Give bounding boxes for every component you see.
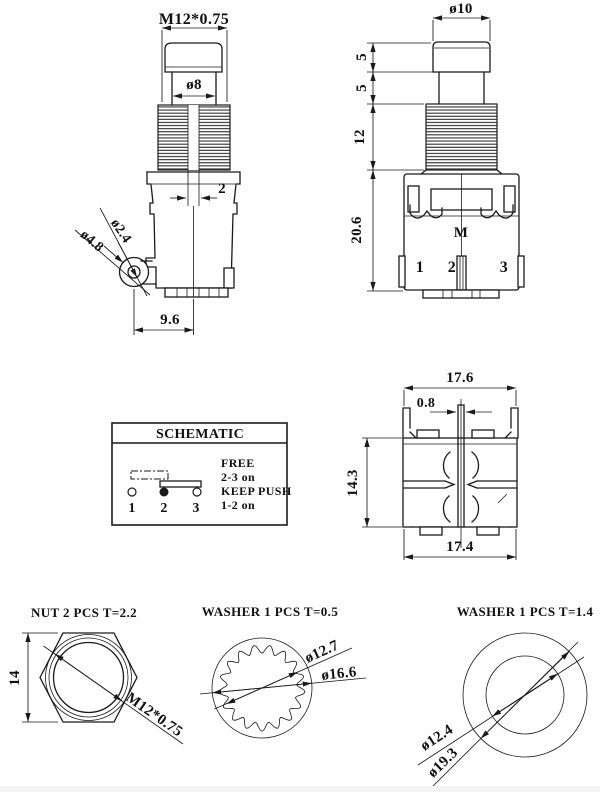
- contact-dot-2: [160, 488, 169, 497]
- schematic-box: [112, 423, 292, 525]
- prong-left: [403, 408, 410, 438]
- flat-washer-view: [418, 604, 593, 790]
- star-inner-arrow-2: [226, 688, 262, 704]
- height-label: 14.3: [345, 469, 361, 497]
- state-free-contacts: 2-3 on: [221, 470, 256, 484]
- thread-length-label: 12: [352, 129, 368, 145]
- bottom-bot-notch-right: [477, 527, 499, 535]
- hole-dia-label: ø2.4: [107, 216, 134, 247]
- schematic-terminal-3: 3: [192, 501, 200, 516]
- schematic-terminal-2: 2: [160, 501, 168, 516]
- bottom-bot-notch-left: [420, 527, 442, 535]
- terminal-2-label: 2: [447, 259, 457, 276]
- nut-thread-label: M12*0.75: [122, 689, 186, 741]
- moving-contact-symbol: [131, 471, 168, 479]
- bottom-view: [345, 370, 518, 560]
- flat-inner-arrow-2: [492, 695, 525, 716]
- terminal-stub-row-side: [165, 288, 228, 297]
- bottom-body-outline: [403, 438, 517, 527]
- state-push-contacts: 1-2 on: [221, 498, 256, 512]
- button-cap-side: [165, 43, 222, 72]
- front-button-dia-label: ø10: [449, 1, 473, 17]
- width-bottom-label: 17.4: [446, 539, 474, 555]
- side-tab-right: [518, 256, 524, 287]
- contact-bar-symbol: [160, 481, 201, 487]
- stem-height-label: 5: [354, 84, 370, 92]
- marking-label: M: [453, 225, 469, 241]
- cap-height-label: 5: [354, 53, 370, 61]
- button-stem-front: [439, 72, 484, 104]
- nut-thread-arrow-1: [89, 678, 123, 702]
- flat-outer-arrow-2: [481, 695, 525, 739]
- pin-width-label: 0.8: [416, 396, 436, 411]
- side-view: [75, 11, 240, 335]
- body-height-label: 20.6: [349, 216, 365, 244]
- flat-inner-dia-label: ø12.4: [417, 721, 457, 755]
- center-lines-side: [188, 170, 199, 297]
- star-inner-arrow-1: [262, 672, 298, 688]
- body-side-tab: [224, 268, 234, 288]
- terminal-stub-row-front: [423, 290, 499, 298]
- flat-outer-arrow-1: [525, 652, 569, 696]
- schematic-terminal-1: 1: [128, 501, 136, 516]
- slot-width-label: 2: [218, 181, 226, 197]
- state-push-label: KEEP PUSH: [221, 484, 292, 498]
- state-free-label: FREE: [221, 456, 255, 470]
- center-terminal: [457, 256, 466, 290]
- page-bottom-strip: [0, 786, 600, 792]
- leader-lug-arrow: [104, 246, 123, 263]
- flat-washer-title: WASHER 1 PCS T=1.4: [456, 604, 594, 619]
- button-cap-front: [433, 42, 490, 72]
- lug-dia-label: ø4.8: [77, 227, 107, 256]
- star-washer-view: [200, 604, 366, 738]
- flat-outer-dia-label: ø19.3: [424, 745, 462, 781]
- dim-ext-d10: [433, 20, 490, 41]
- star-outer-dia-label: ø16.6: [320, 664, 358, 684]
- bottom-top-notch-left: [417, 430, 439, 438]
- front-view: [349, 1, 524, 298]
- schematic-title: SCHEMATIC: [155, 427, 245, 442]
- terminal-3-label: 3: [499, 259, 509, 276]
- lug-offset-label: 9.6: [160, 312, 180, 328]
- side-thread-spec-label: M12*0.75: [158, 11, 230, 28]
- nut-flats-label: 14: [7, 670, 23, 686]
- nut-thread-arrow-2: [55, 654, 89, 678]
- dim-ext-143: [362, 438, 402, 527]
- nut-view: [7, 605, 185, 744]
- nut-title: NUT 2 PCS T=2.2: [30, 605, 138, 620]
- thread-slot: [188, 105, 199, 170]
- side-tab-left: [399, 256, 405, 287]
- star-washer-title: WASHER 1 PCS T=0.5: [201, 604, 339, 619]
- star-outer-arrow-1: [262, 683, 312, 688]
- flat-inner-arrow-1: [525, 674, 558, 695]
- thread-section-front: [426, 104, 497, 170]
- contact-dot-3: [193, 488, 201, 496]
- star-inner-dia-label: ø12.7: [302, 637, 342, 667]
- side-button-dia-label: ø8: [186, 77, 202, 93]
- bottom-top-notch-right: [472, 430, 494, 438]
- width-top-label: 17.6: [446, 370, 474, 386]
- terminal-1-label: 1: [415, 259, 425, 276]
- prong-right: [511, 408, 518, 438]
- contact-dot-1: [128, 488, 136, 496]
